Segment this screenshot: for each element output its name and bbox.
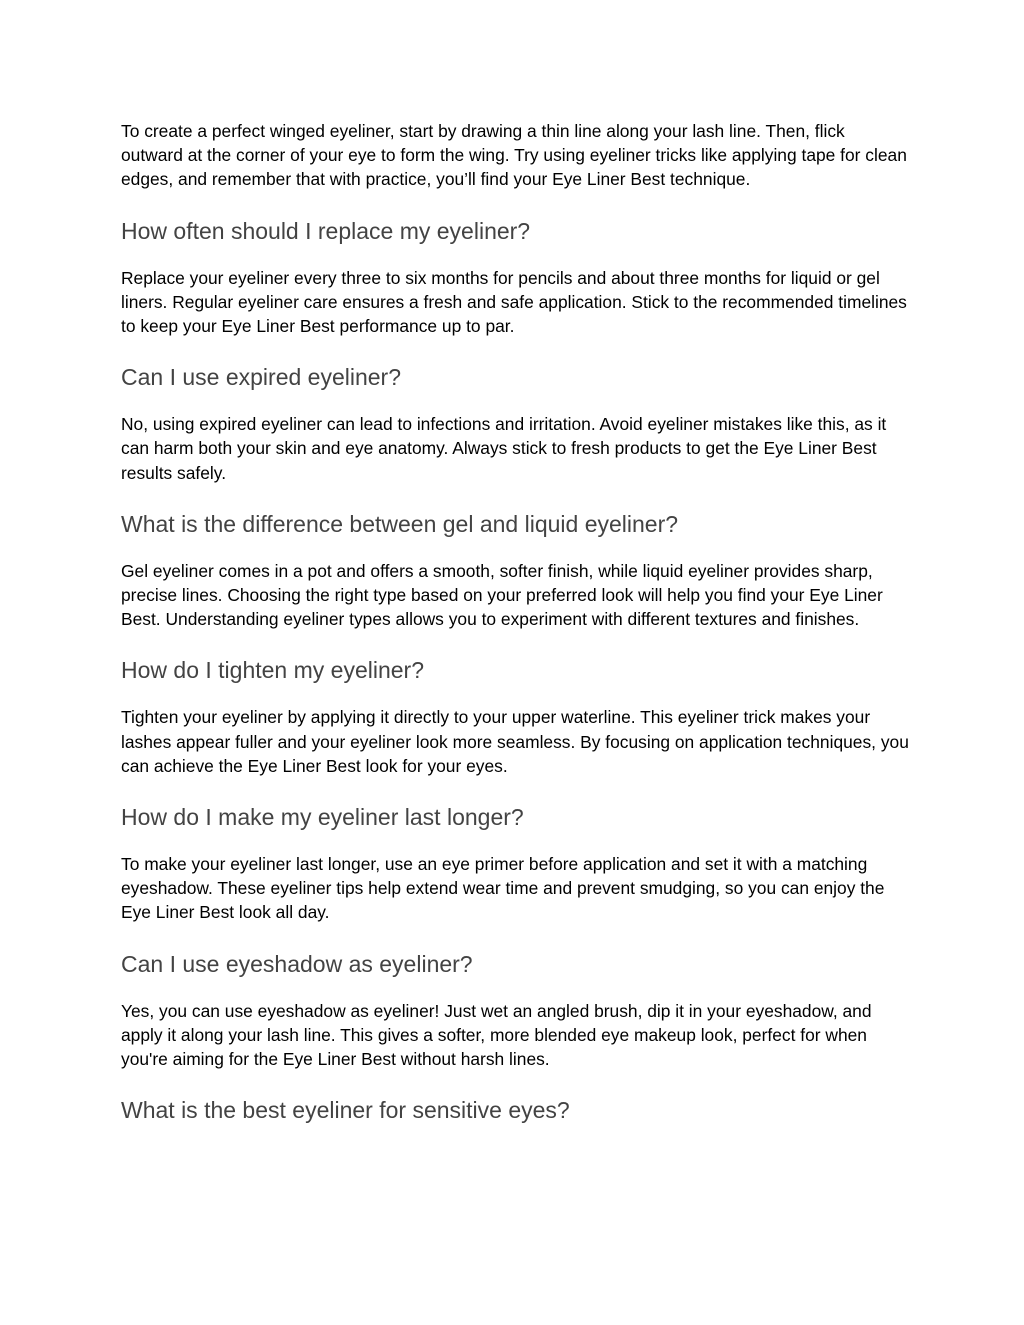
faq-item [121,655,911,778]
faq-answer: No, using expired eyeliner can lead to infections and irritation. Avoid eyeliner mistakes like this, as it can harm both your skin and eye anatomy. Always stick to fresh products to get the Eye Liner Best results safely. [121,414,887,483]
faq-question: What is the best eyeliner for sensitive eyes? [121,1097,570,1124]
faq-item [121,949,911,1072]
faq-answer: Tighten your eyeliner by applying it directly to your upper waterline. This eyeliner trick makes your lashes appear fuller and your eyeliner look more seamless. By focusing on application techniques, you can achieve the Eye Liner Best look for your eyes. [121,707,909,776]
faq-item [121,1095,911,1125]
faq-answer: Yes, you can use eyeshadow as eyeliner! Just wet an angled brush, dip it in your eyeshadow, and apply it along your lash line. This gives a softer, more blended eye makeup look, perfect for when you're aiming for the Eye Liner Best without harsh lines. [121,1000,872,1070]
faq-question: How do I make my eyeliner last longer? [121,804,524,831]
faq-item [121,216,911,339]
faq-item [121,362,911,485]
faq-item [121,509,911,632]
intro-paragraph: To create a perfect winged eyeliner, start by drawing a thin line along your lash line. Then, flick outward at the corner of your eye to form the wing. Try using eyeliner tricks like applying tape for clean edges, and remember that with practice, you’ll find your Eye Liner Best technique. [121,121,907,190]
document-page [121,119,911,1145]
faq-question: Can I use expired eyeliner? [121,364,401,391]
faq-item [121,802,911,925]
faq-answer: To make your eyeliner last longer, use an eye primer before application and set it with a matching eyeshadow. These eyeliner tips help extend wear time and prevent smudging, so you can enjoy the Eye Liner Best look all day. [121,854,885,923]
faq-answer: Gel eyeliner comes in a pot and offers a smooth, softer finish, while liquid eyeliner provides sharp, precise lines. Choosing the right type based on your preferred look will help you find your Eye Liner Best. Understanding eyeliner types allows you to experiment with different textures and finishes. [121,560,883,630]
faq-question: What is the difference between gel and liquid eyeliner? [121,510,679,537]
faq-answer: Replace your eyeliner every three to six months for pencils and about three months for liquid or gel liners. Regular eyeliner care ensures a fresh and safe application. Stick to the recommended timelines to keep your Eye Liner Best performance up to par. [121,267,907,337]
faq-question: How do I tighten my eyeliner? [121,657,424,684]
faq-question: Can I use eyeshadow as eyeliner? [121,950,473,977]
faq-section-list [121,216,911,1126]
faq-question: How often should I replace my eyeliner? [121,217,531,244]
